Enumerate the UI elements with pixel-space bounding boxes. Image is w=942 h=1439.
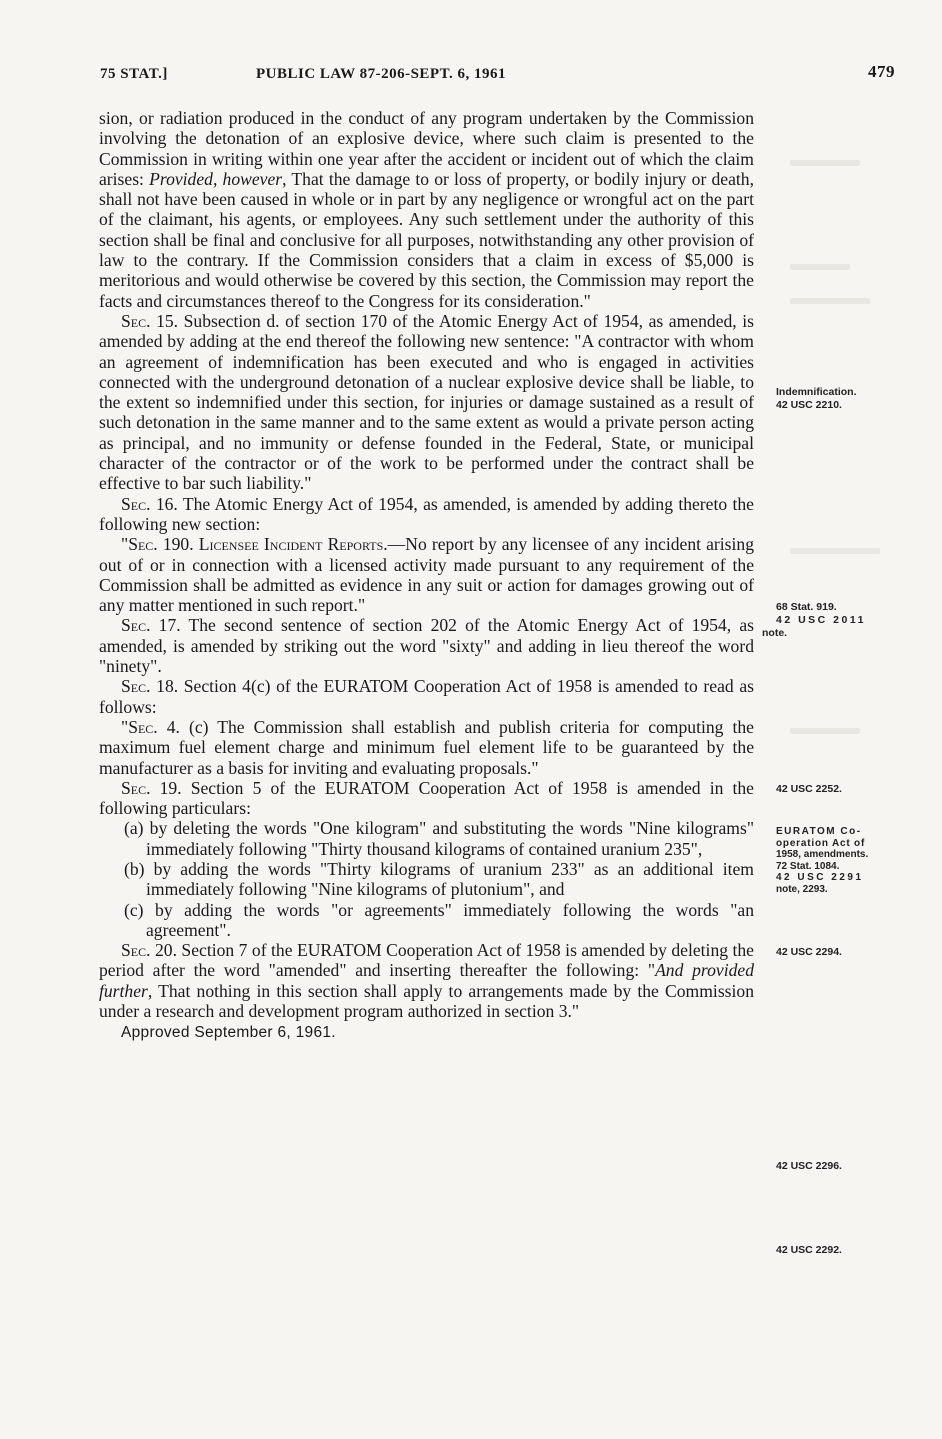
section-190: "Sec. 190. Licensee Incident Reports.—No report by any licensee of any incident arising out of or in connection with a licensed activity made pursuant to any requirement of the Commission shall be admitted as evidence in any suit or action for damages growing out of any matter mentioned in such report." — [99, 534, 755, 616]
margin-note-2292: 42 USC 2292. — [776, 1244, 842, 1256]
section-17: Sec. 17. The second sentence of section 202 of the Atomic Energy Act of 1954, as amended, is amended by striking out the word "sixty" and adding in lieu thereof the word "ninety". — [99, 615, 754, 677]
section-19: Sec. 19. Section 5 of the EURATOM Cooperation Act of 1958 is amended in the following particulars: — [99, 777, 754, 819]
bleed-through-mark — [790, 548, 880, 554]
list-item: (a) by deleting the words "One kilogram" and substituting the words "Nine kilograms" immediately following "Thirty thousand kilograms of contained uranium 235", — [124, 818, 754, 859]
margin-note-68-stat: 68 Stat. 919. 42 USC 2011 note. — [762, 601, 866, 639]
bleed-through-mark — [790, 298, 870, 304]
section-15: Sec. 15. Subsection d. of section 170 of the Atomic Energy Act of 1954, as amended, is amended by adding at the end thereof the following new sentence: "A contractor with whom an agreement of indemnification has been executed and who is engaged in activities connected with the underground detonation of a nuclear explosive device shall be liable, to the extent so indemnified under this section, for injuries or damage sustained as a result of such detonation in the same manner and to the same extent as would a private person acting as principal, and no immunity or defense founded in the Federal, State, or municipal character of the contractor or of the work to be performed under the contract shall be effective to bar such liability." — [99, 310, 754, 494]
paragraph-continued: sion, or radiation produced in the conduct of any program undertaken by the Commission involving the detonation of an explosive device, where such claim is presented to the Commission in writing within one year after the accident or incident out of which the claim arises: Provided, however, That the damage to or loss of property, or bodily injury or death, shall not have been caused in whole or in part by any negligence or wrongful act on the part of the claimant, his agents, or employees. Any such settlement under the authority of this section shall be final and conclusive for all purposes, notwithstanding any other provision of law to the contrary. If the Commission considers that a claim in excess of $5,000 is meritorious and would otherwise be covered by this section, the Commission may report the facts and circumstances thereof to the Congress for its consideration." — [99, 108, 754, 311]
margin-note-2252: 42 USC 2252. — [776, 783, 842, 795]
statute-body — [99, 108, 754, 1044]
list-item: (b) by adding the words "Thirty kilograms of uranium 233" as an additional item immediately following "Nine kilograms of plutonium", and — [124, 858, 754, 900]
approval-date: Approved September 6, 1961. — [121, 1024, 336, 1042]
page-header-title: PUBLIC LAW 87-206-SEPT. 6, 1961 — [256, 66, 506, 82]
bleed-through-mark — [790, 728, 860, 734]
list-item: (c) by adding the words "or agreements" immediately following the words "an agreement". — [124, 899, 754, 940]
proviso-italic: Provided, however — [149, 168, 283, 189]
margin-note-2294: 42 USC 2294. — [776, 946, 842, 958]
section-18: Sec. 18. Section 4(c) of the EURATOM Cooperation Act of 1958 is amended to read as follows: — [99, 676, 754, 717]
section-4c-quote: "Sec. 4. (c) The Commission shall establish and publish criteria for computing the maximum fuel element charge and minimum fuel element life to be guaranteed by the manufacturer as a basis for inviting and evaluating proposals." — [99, 716, 754, 778]
section-20: Sec. 20. Section 7 of the EURATOM Cooperation Act of 1958 is amended by deleting the period after the word "amended" and inserting thereafter the following: "And provided further, That nothing in this section shall apply to arrangements made by the Commission under a research and development program authorized in section 3." — [99, 940, 754, 1022]
margin-note-2296: 42 USC 2296. — [776, 1160, 842, 1172]
page-number: 479 — [868, 62, 895, 81]
stat-volume: 75 STAT.] — [100, 66, 168, 82]
margin-note-indemnification: Indemnification. 42 USC 2210. — [776, 386, 857, 411]
bleed-through-mark — [790, 264, 850, 270]
section-16: Sec. 16. The Atomic Energy Act of 1954, as amended, is amended by adding thereto the following new section: — [99, 493, 754, 534]
margin-note-euratom: EURATOM Co- operation Act of 1958, amendments. 72 Stat. 1084. 42 USC 2291 note, 2293. — [776, 826, 869, 895]
bleed-through-mark — [790, 160, 860, 166]
